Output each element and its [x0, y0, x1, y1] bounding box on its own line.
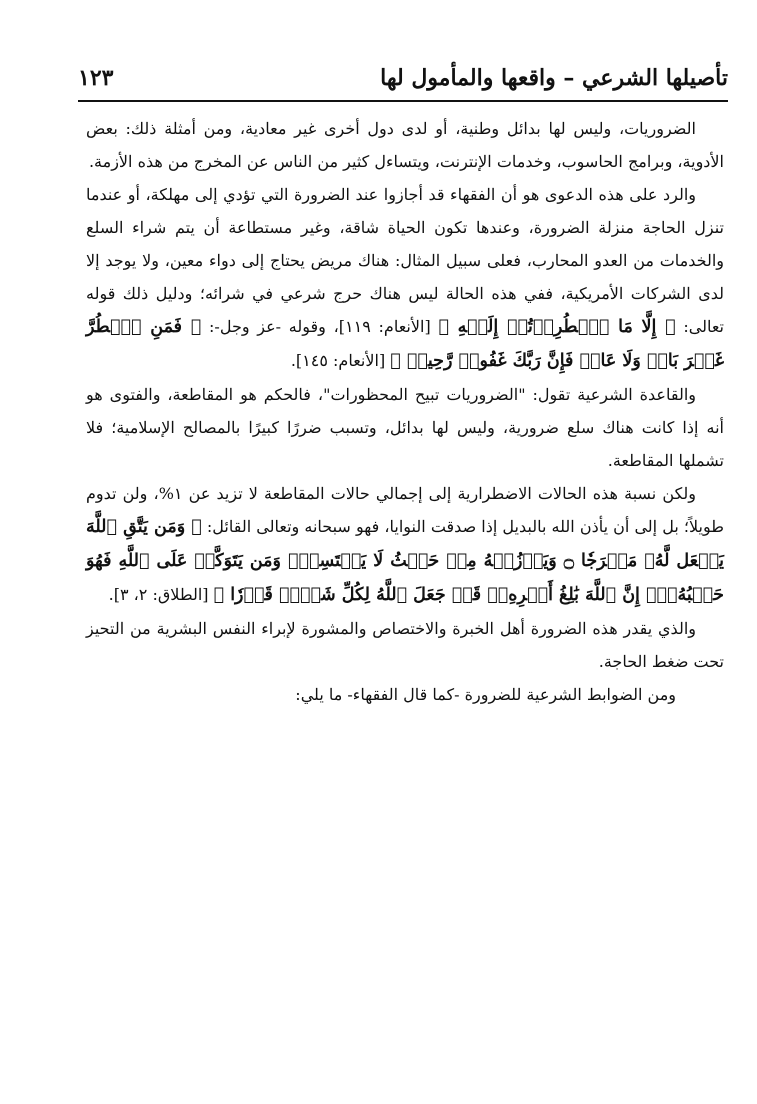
- paragraph-5: [86, 612, 724, 678]
- paragraph-6: [86, 678, 724, 711]
- page-number: ١٢٣: [78, 65, 114, 91]
- page-header: [78, 60, 728, 96]
- verse-reference-talaq-2-3: [الطلاق: ٢، ٣].: [108, 585, 209, 604]
- paragraph-3: [86, 378, 724, 477]
- paragraph-3-text: والقاعدة الشرعية تقول: "الضروريات تبيح المحظورات"، فالحكم هو المقاطعة، والفتوى هو أنه إذا كانت هناك سلع ضرورية، وليس لها بدائل، وتسبب ضررًا كبيرًا بالمصالح الإسلامية؛ فلا تشملها المقاطعة.: [86, 385, 724, 470]
- paragraph-1: [86, 112, 724, 178]
- body-text: [86, 112, 724, 711]
- paragraph-1-text: الضروريات، وليس لها بدائل وطنية، أو لدى دول أخرى غير معادية، ومن أمثلة ذلك: بعض الأدوية، وبرامج الحاسوب، وخدمات الإنترنت، ويتساءل كثير من الناس عن المخرج من هذه الأزمة.: [86, 119, 724, 171]
- quran-verse-anam-145: ﴿ فَمَنِ ٱضۡطُرَّ غَيۡرَ بَاغٖ وَلَا عَادٖ فَإِنَّ رَبَّكَ غَفُورٞ رَّحِيمٞ ﴾: [86, 317, 724, 371]
- paragraph-5-text: والذي يقدر هذه الضرورة أهل الخبرة والاختصاص والمشورة لإبراء النفس البشرية من التحيز تحت ضغط الحاجة.: [86, 619, 724, 671]
- header-rule: [78, 100, 728, 102]
- verse-reference-anam-145: [الأنعام: ١٤٥].: [290, 351, 386, 370]
- quran-verse-talaq-2-3: ﴿ وَمَن يَتَّقِ ٱللَّهَ يَجۡعَل لَّهُۥ مَخۡرَجٗا ۝ وَيَرۡزُقۡهُ مِنۡ حَيۡثُ لَا يَحۡتَسِبُۚ وَمَن يَتَوَكَّلۡ عَلَى ٱللَّهِ فَهُوَ حَسۡبُهُۥٓۚ إِنَّ ٱللَّهَ بَٰلِغُ أَمۡرِهِۦۚ قَدۡ جَعَلَ ٱللَّهُ لِكُلِّ شَيۡءٖ قَدۡرٗا ﴾: [86, 517, 724, 605]
- paragraph-2-text: والرد على هذه الدعوى هو أن الفقهاء قد أجازوا عند الضرورة التي تؤدي إلى مهلكة، أو عندما تنزل الحاجة منزلة الضرورة، وعندها تكون الحياة شاقة، وغير مستطاعة أن يتم شراء السلع والخدمات من العدو المحارب، فعلى سبيل المثال: هناك مريض يحتاج إلى دواء معين، ولا يوجد إلا لدى الشركات الأمريكية، ففي هذه الحالة ليس هناك حرج شرعي في شرائه؛ ودليل ذلك قوله تعالى:: [86, 185, 725, 336]
- paragraph-4: [86, 477, 724, 612]
- verse-reference-anam-119: [الأنعام: ١١٩]، وقوله -عز وجل-:: [209, 317, 431, 336]
- quran-verse-anam-119: ﴿ إِلَّا مَا ٱضۡطُرِرۡتُمۡ إِلَيۡهِ ﴾: [438, 317, 676, 337]
- running-head: تأصيلها الشرعي – واقعها والمأمول لها: [380, 65, 728, 91]
- paragraph-4-text: ولكن نسبة هذه الحالات الاضطرارية إلى إجمالي حالات المقاطعة لا تزيد عن ١%، ولن تدوم طويلاً؛ بل إلى أن يأذن الله بالبديل إذا صدقت النوايا، فهو سبحانه وتعالى القائل:: [86, 484, 725, 536]
- paragraph-6-text: ومن الضوابط الشرعية للضرورة -كما قال الفقهاء- ما يلي:: [295, 685, 676, 704]
- paragraph-2: [86, 178, 724, 378]
